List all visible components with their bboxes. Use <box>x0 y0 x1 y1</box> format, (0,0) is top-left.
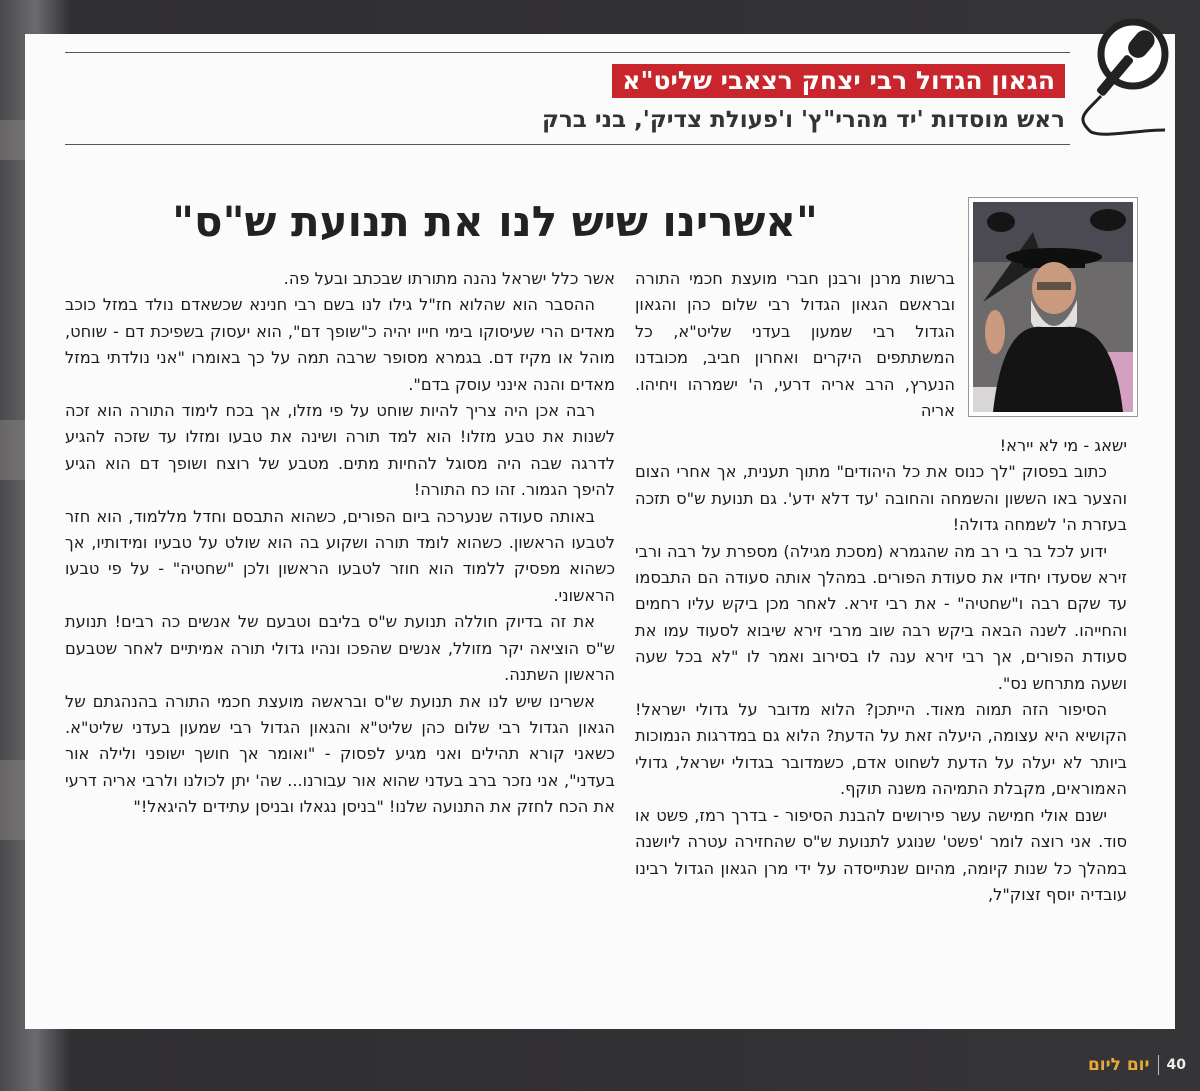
top-rule <box>65 52 1070 53</box>
speaker-photo <box>968 197 1138 417</box>
speaker-photo-image <box>973 202 1133 412</box>
paragraph: אשרינו שיש לנו את תנועת ש"ס ובראשה מועצת חכמי התורה בהנהגתם של הגאון הגדול רבי שלום כהן שליט"א והגאון הגדול רבי שמעון בעדני שליט"א. כשאני קורא תהילים ואני מגיע לפסוק - "ואומר אך חושך ישופני ולילה אור בעדני", אני נזכר ברב בעדני שהוא אור עבורנו... שה' יתן לכולנו ולרבי אריה דרעי את הכח לחזק את התנועה שלנו! "בניסן נגאלו ובניסן עתידים להיגאל!" <box>65 691 615 817</box>
paragraph: באותה סעודה שנערכה ביום הפורים, כשהוא התבסם וחדל מללמוד, הוא חזר לטבעו הראשון. כשהוא לומד תורה ושקוע בה הוא שולט על טבעיו ומידותיו, אך כשהוא מפסיק ללמוד הוא חוזר לטבעו הראשון ולכן "שחטיה" - על פי טבעו הראשוני. <box>65 506 615 605</box>
header-rule <box>65 144 1070 145</box>
speaker-role: ראש מוסדות 'יד מהרי"ץ' ו'פעולת צדיק', בני ברק <box>542 107 1065 133</box>
page-number: 40 <box>1166 1057 1186 1073</box>
article-column-right-top <box>635 266 955 424</box>
paragraph: ידוע לכל בר בי רב מה שהגמרא (מסכת מגילה) מספרת על רבה ורבי זירא שסעדו יחדיו את סעודת הפורים. במהלך אותה סעודה הם התבסמו עד שקם רבה ו"שחטיה" - את רבי זירא. לאחר מכן ביקש עליו רחמים והחייהו. לשנה הבאה ביקש רבה שוב מרבי זירא שיבוא לסעוד עמו את סעודת הפורים, אך רבי זירא ענה לו בסירוב ואמר לו "לא בכל שעה ושעה מתרחש נס". <box>635 541 1127 693</box>
paragraph: אשר כלל ישראל נהנה מתורתו שבכתב ובעל פה. <box>283 269 615 288</box>
paragraph: הסיפור הזה תמוה מאוד. הייתכן? הלוא מדובר על גדולי ישראל! הקושיא היא עצומה, היעלה זאת על הדעת? הלוא גם במדרגות הנמוכות ביותר לא יעלה על הדעת לשחוט אדם, כשמדובר בגדולי ישראל, גדולי האמוראים, מקבלת התמיהה משנה תוקף. <box>635 700 1127 799</box>
paragraph: כתוב בפסוק "לך כנוס את כל היהודים" מתוך תענית, אך אחרי הצום והצער באו הששון והשמחה והחובה 'עד דלא ידע'. גם תנועת ש"ס תזכה בעזרת ה' לשמחה גדולה! <box>635 462 1127 535</box>
paragraph: ישנם אולי חמישה עשר פירושים להבנת הסיפור - בדרך רמז, פשט או סוד. אני רוצה לומר 'פשט' שנוגע לתנועת ש"ס שהחזירה עטרה ליושנה במהלך כל שנות קיומה, מהיום שנתייסדה על ידי מרן הגאון הגדול רבינו עובדיה יוסף זצוק"ל, <box>635 805 1127 904</box>
paragraph: רבה אכן היה צריך להיות שוחט על פי מזלו, אך בכח לימוד התורה הוא זכה לשנות את טבע מזלו! הוא למד תורה ושינה את טבעו ומזלו עד שזכה להגיע לדרגה שבה היה מסוגל להחיות מתים. מטבע של רוצח ושופך דם הוא הגיע להיפך הגמור. זהו כח התורה! <box>65 401 615 500</box>
page-footer <box>1088 1052 1186 1078</box>
paragraph: ברשות מרנן ורבנן חברי מועצת חכמי התורה ובראשם הגאון הגדול רבי שלום כהן והגאון הגדול רבי שמעון בעדני שליט"א, כל המשתתפים היקרים ואחרון חביב, מכובדנו הנערץ, הרב אריה דרעי, ה' ישמרהו ויחיהו. אריה <box>635 269 955 421</box>
article-column-right <box>635 433 1127 908</box>
paragraph: ההסבר הוא שהלוא חז"ל גילו לנו בשם רבי חנינא שכשאדם נולד במזל כוכב מאדים הרי שעיסוקו בימי חייו יהיה כ"שופך דם", הוא יעסוק בשפיכת דם - שוחט, מוהל או מקיז דם. בגמרא מסופר שרבה תמה על כך באומרו "אני נולדתי במזל מאדים והנה אינני עוסק בדם". <box>65 295 615 394</box>
footer-divider <box>1158 1055 1159 1075</box>
magazine-logo: יום ליום <box>1087 1055 1150 1075</box>
article-page <box>25 34 1175 1029</box>
paragraph: ישאג - מי לא יירא! <box>999 436 1127 455</box>
paragraph: את זה בדיוק חוללה תנועת ש"ס בליבם וטבעם של אנשים כה רבים! תנועת ש"ס הוציאה יקר מזולל, אנשים שהפכו ונהיו גדולי תורה אמיתיים לאחר שטבעם הראשון השתנה. <box>65 612 615 685</box>
article-column-left <box>65 266 615 821</box>
microphone-icon <box>1065 18 1169 138</box>
headline: "אשרינו שיש לנו את תנועת ש"ס" <box>172 197 818 246</box>
speaker-name: הגאון הגדול רבי יצחק רצאבי שליט"א <box>612 64 1065 98</box>
